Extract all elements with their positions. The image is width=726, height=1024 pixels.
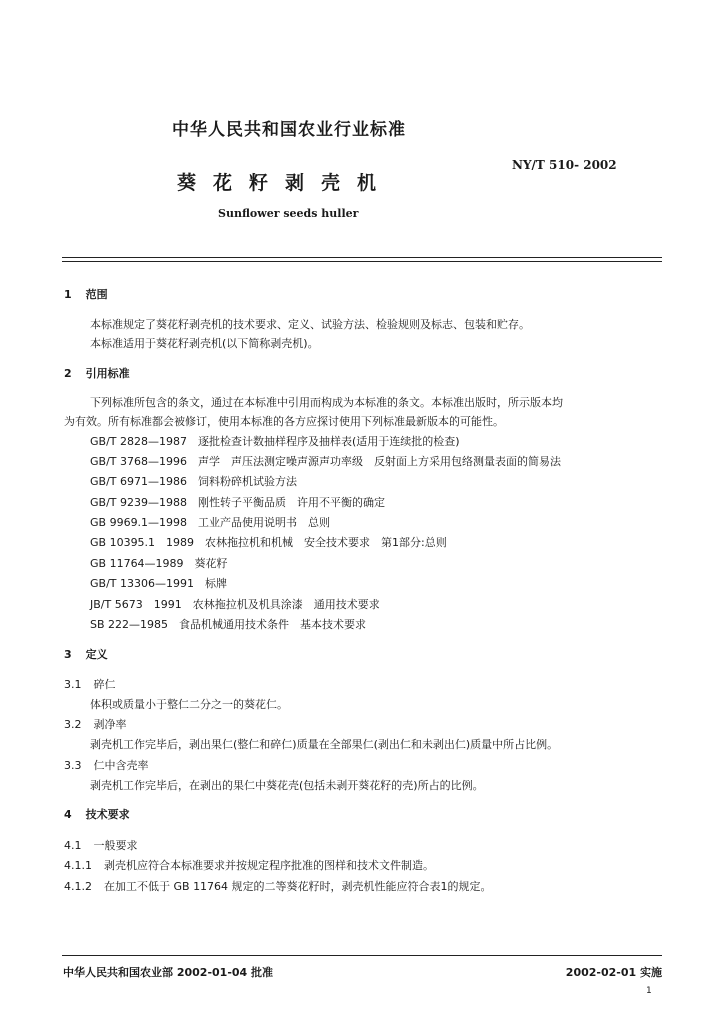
section-4-number: 4 bbox=[64, 808, 72, 821]
section-1-number: 1 bbox=[64, 288, 72, 301]
definition-3-2-number: 3.2 bbox=[64, 718, 82, 731]
clause-4-1-1-number: 4.1.1 bbox=[64, 859, 92, 872]
definition-3-2-term bbox=[64, 716, 127, 732]
section-4-heading bbox=[64, 806, 130, 822]
clause-4-1-2-number: 4.1.2 bbox=[64, 880, 92, 893]
reference-item-8: GB/T 13306—1991 标牌 bbox=[90, 577, 227, 590]
footer-divider bbox=[62, 955, 662, 956]
definition-3-1-name: 碎仁 bbox=[93, 678, 116, 691]
section-3-heading bbox=[64, 646, 108, 662]
approval-date: 中华人民共和国农业部 2002-01-04 批准 bbox=[63, 966, 274, 979]
clause-4-1-1-text: 剥壳机应符合本标准要求并按规定程序批准的图样和技术文件制造。 bbox=[104, 859, 434, 872]
section-2-intro-line-1: 下列标准所包含的条文，通过在本标准中引用而构成为本标准的条文。本标准出版时，所示版本均 bbox=[90, 396, 563, 409]
section-1-para-1: 本标准规定了葵花籽剥壳机的技术要求、定义、试验方法、检验规则及标志、包装和贮存。 bbox=[90, 318, 530, 331]
standard-code: NY/T 510- 2002 bbox=[512, 158, 617, 172]
definition-3-3-text: 剥壳机工作完毕后，在剥出的果仁中葵花壳(包括未剥开葵花籽的壳)所占的比例。 bbox=[90, 779, 484, 792]
definition-3-3-name: 仁中含壳率 bbox=[93, 759, 149, 772]
clause-4-1-1 bbox=[64, 857, 434, 873]
definition-3-1-text: 体积或质量小于整仁二分之一的葵花仁。 bbox=[90, 698, 288, 711]
reference-item-2: GB/T 3768—1996 声学 声压法测定噪声源声功率级 反射面上方采用包络测量表面的简易法 bbox=[90, 455, 561, 468]
section-2-heading bbox=[64, 365, 130, 381]
section-1-para-2: 本标准适用于葵花籽剥壳机(以下简称剥壳机)。 bbox=[90, 337, 319, 350]
reference-item-5: GB 9969.1—1998 工业产品使用说明书 总则 bbox=[90, 516, 331, 529]
section-2-intro-line-2: 为有效。所有标准都会被修订，使用本标准的各方应探讨使用下列标准最新版本的可能性。 bbox=[64, 415, 504, 428]
definition-3-3-term bbox=[64, 757, 149, 773]
clause-4-1 bbox=[64, 837, 138, 853]
definition-3-1-term bbox=[64, 676, 116, 692]
english-title: Sunflower seeds huller bbox=[218, 207, 359, 220]
implementation-date: 2002-02-01 实施 bbox=[565, 966, 662, 979]
reference-item-6: GB 10395.1 1989 农林拖拉机和机械 安全技术要求 第1部分:总则 bbox=[90, 536, 447, 549]
reference-item-4: GB/T 9239—1988 刚性转子平衡品质 许用不平衡的确定 bbox=[90, 496, 385, 509]
reference-item-10: SB 222—1985 食品机械通用技术条件 基本技术要求 bbox=[90, 618, 367, 631]
section-1-heading bbox=[64, 286, 108, 302]
clause-4-1-2-text: 在加工不低于 GB 11764 规定的二等葵花籽时，剥壳机性能应符合表1的规定。 bbox=[104, 880, 492, 893]
reference-item-9: JB/T 5673 1991 农林拖拉机及机具涂漆 通用技术要求 bbox=[90, 598, 380, 611]
header-divider-top bbox=[62, 257, 662, 258]
definition-3-2-name: 剥净率 bbox=[93, 718, 127, 731]
section-4-title: 技术要求 bbox=[85, 808, 130, 821]
section-3-title: 定义 bbox=[85, 648, 108, 661]
document-title: 葵花籽剥壳机 bbox=[177, 172, 394, 194]
header-divider-bottom bbox=[62, 261, 662, 262]
page-number: 1 bbox=[646, 986, 652, 996]
definition-3-2-text: 剥壳机工作完毕后，剥出果仁(整仁和碎仁)质量在全部果仁(剥出仁和未剥出仁)质量中所占比例。 bbox=[90, 738, 559, 751]
definition-3-1-number: 3.1 bbox=[64, 678, 82, 691]
section-2-number: 2 bbox=[64, 367, 72, 380]
reference-item-3: GB/T 6971—1986 饲料粉碎机试验方法 bbox=[90, 475, 297, 488]
clause-4-1-2 bbox=[64, 878, 492, 894]
section-2-title: 引用标准 bbox=[85, 367, 130, 380]
reference-item-7: GB 11764—1989 葵花籽 bbox=[90, 557, 228, 570]
clause-4-1-number: 4.1 bbox=[64, 839, 82, 852]
section-3-number: 3 bbox=[64, 648, 72, 661]
clause-4-1-text: 一般要求 bbox=[93, 839, 138, 852]
section-1-title: 范围 bbox=[85, 288, 108, 301]
reference-item-1: GB/T 2828—1987 逐批检查计数抽样程序及抽样表(适用于连续批的检查) bbox=[90, 435, 460, 448]
definition-3-3-number: 3.3 bbox=[64, 759, 82, 772]
issuing-organization: 中华人民共和国农业行业标准 bbox=[172, 120, 406, 140]
